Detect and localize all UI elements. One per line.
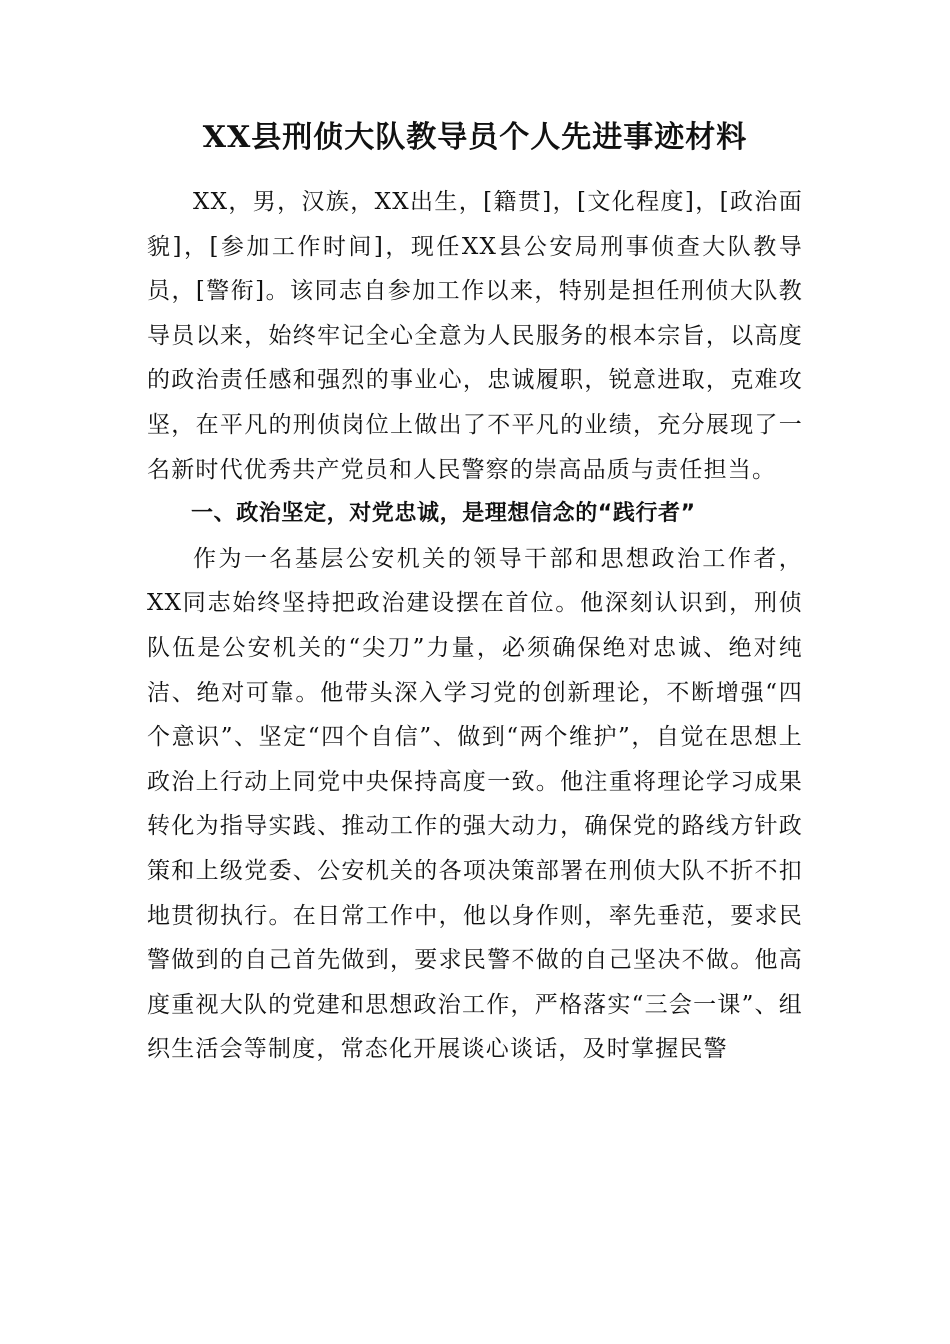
section-heading-1: 一、政治坚定，对党忠诚，是理想信念的“践行者”	[191, 501, 696, 527]
intro-paragraph: XX，男，汉族，XX出生，[籍贯]，[文化程度]，[政治面貌]，[参加工作时间]，现任XX县公安局刑事侦查大队教导员，[警衔]。该同志自参加工作以来，特别是担任刑侦大队教导员以来，始终牢记全心全意为人民服务的根本宗旨，以高度的政治责任感和强烈的事业心，忠诚履职，锐意进取，克难攻坚，在平凡的刑侦岗位上做出了不平凡的业绩，充分展现了一名新时代优秀共产党员和人民警察的崇高品质与责任担当。	[147, 189, 803, 483]
document-body	[147, 180, 803, 1072]
document-title: XX县刑侦大队教导员个人先进事迹材料	[202, 120, 748, 155]
section-1-paragraph: 作为一名基层公安机关的领导干部和思想政治工作者，XX同志始终坚持把政治建设摆在首位。他深刻认识到，刑侦队伍是公安机关的“尖刀”力量，必须确保绝对忠诚、绝对纯洁、绝对可靠。他带头深入学习党的创新理论，不断增强“四个意识”、坚定“四个自信”、做到“两个维护”，自觉在思想上政治上行动上同党中央保持高度一致。他注重将理论学习成果转化为指导实践、推动工作的强大动力，确保党的路线方针政策和上级党委、公安机关的各项决策部署在刑侦大队不折不扣地贯彻执行。在日常工作中，他以身作则，率先垂范，要求民警做到的自己首先做到，要求民警不做的自己坚决不做。他高度重视大队的党建和思想政治工作，严格落实“三会一课”、组织生活会等制度，常态化开展谈心谈话，及时掌握民警	[147, 545, 803, 1063]
